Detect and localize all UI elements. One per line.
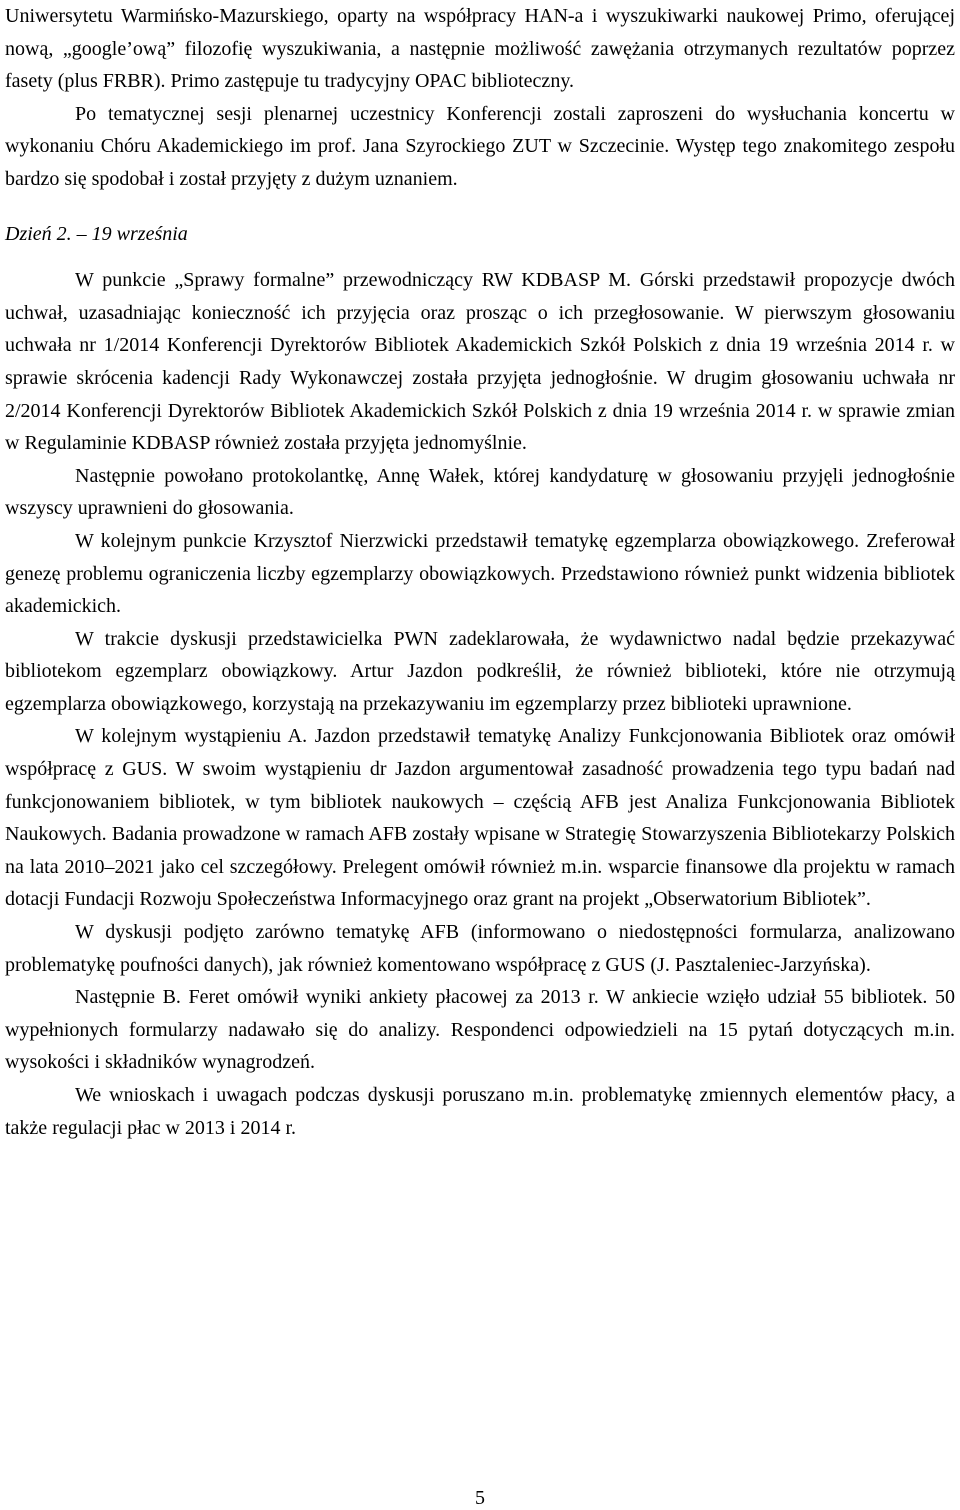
- spacer: [5, 196, 955, 218]
- paragraph-concert: Po tematycznej sesji plenarnej uczestnicy Konferencji zostali zaproszeni do wysłuchania koncertu w wykonaniu Chóru Akademickiego im prof. Jana Szyrockiego ZUT w Szczecinie. Występ tego znakomitego zespołu bardzo się spodobał i został przyjęty z dużym uznaniem.: [5, 102, 955, 190]
- paragraph-discussion-pwn: W trakcie dyskusji przedstawicielka PWN zadeklarowała, że wydawnictwo nadal będzie przekazywać bibliotekom egzemplarz obowiązkowy. Artur Jazdon podkreślił, że również biblioteki, które nie otrzymują egzemplarza obowiązkowego, korzystają na przekazywaniu im egzemplarzy przez biblioteki uprawnione.: [5, 627, 955, 715]
- paragraph-conclusions: We wnioskach i uwagach podczas dyskusji poruszano m.in. problematykę zmiennych elementów płacy, a także regulacji płac w 2013 i 2014 r.: [5, 1084, 955, 1139]
- document-body: [5, 0, 955, 1144]
- paragraph-afb-presentation: W kolejnym wystąpieniu A. Jazdon przedstawił tematykę Analizy Funkcjonowania Bibliotek oraz omówił współpracę z GUS. W swoim wystąpieniu dr Jazdon argumentował zasadność prowadzenia tego typu badań nad funkcjonowaniem bibliotek, w tym bibliotek naukowych – częścią AFB jest Analiza Funkcjonowania Bibliotek Naukowych. Badania prowadzone w ramach AFB zostały wpisane w Strategię Stowarzyszenia Bibliotekarzy Polskich na lata 2010–2021 jako cel szczegółowy. Prelegent omówił również m.in. wsparcie finansowe dla projektu w ramach dotacji Fundacji Rozwoju Społeczeństwa Informacyjnego oraz grant na projekt „Obserwatorium Bibliotek”.: [5, 725, 955, 911]
- paragraph-legal-deposit: W kolejnym punkcie Krzysztof Nierzwicki przedstawił tematykę egzemplarza obowiązkowego. Zreferował genezę problemu ograniczenia liczby egzemplarzy obowiązkowych. Przedstawiono również punkt widzenia bibliotek akademickich.: [5, 529, 955, 618]
- paragraph-formal-matters: W punkcie „Sprawy formalne” przewodniczący RW KDBASP M. Górski przedstawił propozycje dwóch uchwał, uzasadniając konieczność ich przyjęcia oraz prosząc o ich przegłosowanie. W pierwszym głosowaniu uchwała nr 1/2014 Konferencji Dyrektorów Bibliotek Akademickich Szkół Polskich z dnia 19 września 2014 r. w sprawie skrócenia kadencji Rady Wykonawczej została przyjęta jednogłośnie. W drugim głosowaniu uchwała nr 2/2014 Konferencji Dyrektorów Bibliotek Akademickich Szkół Polskich z dnia 19 września 2014 r. w sprawie zmian w Regulaminie KDBASP również została przyjęta jednomyślnie.: [5, 269, 955, 455]
- paragraph-afb-discussion: W dyskusji podjęto zarówno tematykę AFB (informowano o niedostępności formularza, analizowano problematykę poufności danych), jak również komentowano współpracę z GUS (J. Pasztaleniec-Jarzyńska).: [5, 921, 955, 976]
- paragraph-continuation: Uniwersytetu Warmińsko-Mazurskiego, oparty na współpracy HAN-a i wyszukiwarki naukowej Primo, oferującej nową, „google’ową” filozofię wyszukiwania, a następnie możliwość zawężania otrzymanych rezultatów poprzez fasety (plus FRBR). Primo zastępuje tu tradycyjny OPAC biblioteczny.: [5, 5, 955, 93]
- document-page: [5, 0, 955, 1509]
- paragraph-minutes-taker: Następnie powołano protokolantkę, Annę Wałek, której kandydaturę w głosowaniu przyjęli jednogłośnie wszyscy uprawnieni do głosowania.: [5, 464, 955, 520]
- day-2-heading: Dzień 2. – 19 września: [5, 222, 188, 245]
- paragraph-salary-survey: Następnie B. Feret omówił wyniki ankiety płacowej za 2013 r. W ankiecie wzięło udział 55 bibliotek. 50 wypełnionych formularzy nadawało się do analizy. Respondenci odpowiedzieli na 15 pytań dotyczących m.in. wysokości i składników wynagrodzeń.: [5, 986, 955, 1074]
- spacer: [5, 250, 955, 264]
- page-number: 5: [475, 1487, 485, 1509]
